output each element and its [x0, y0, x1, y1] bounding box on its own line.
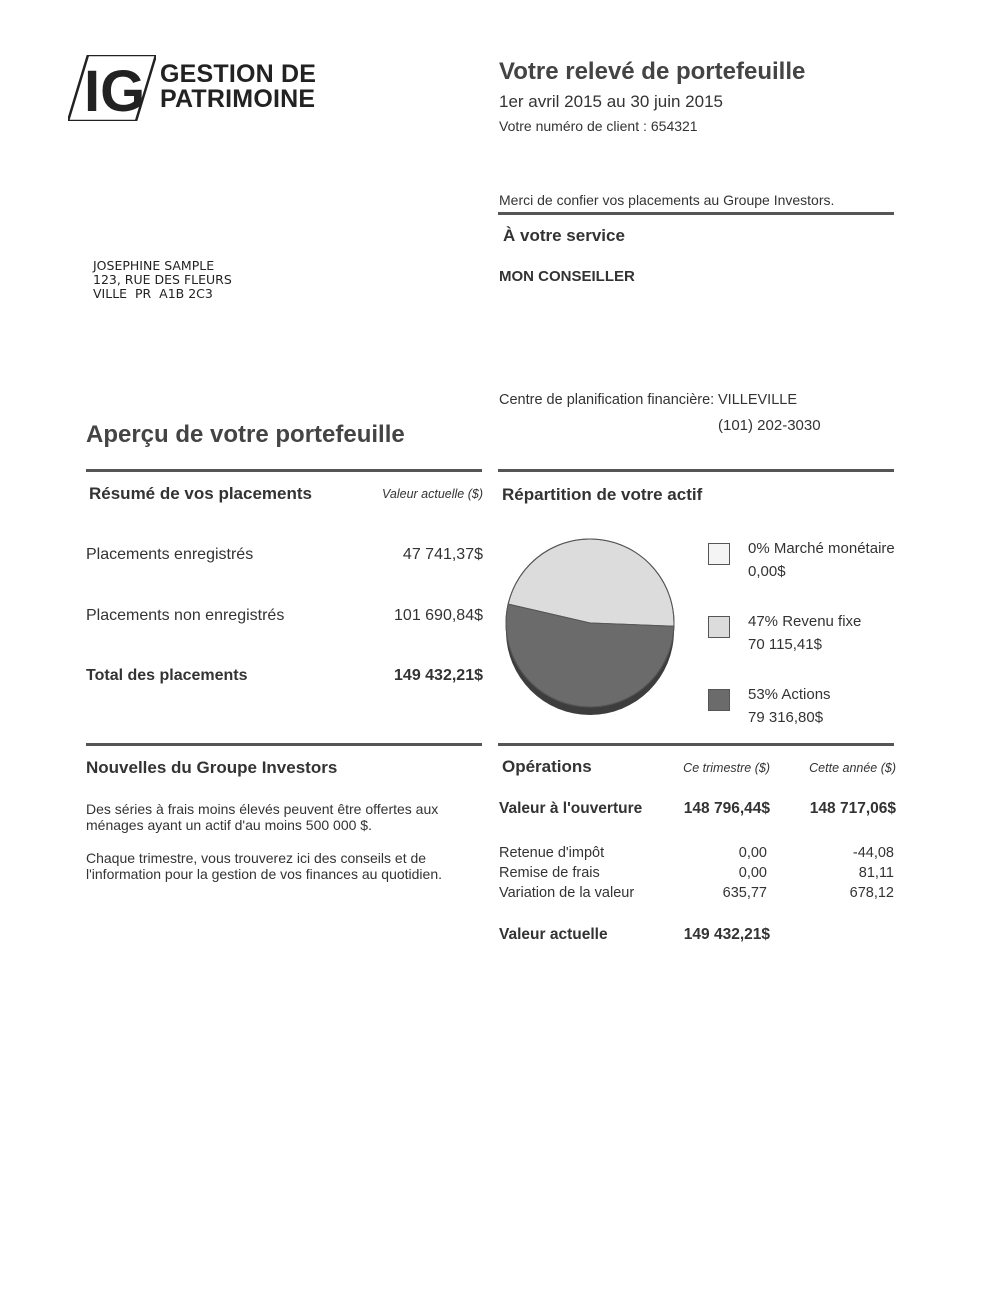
ig-logo [68, 55, 156, 121]
summary-row-label: Placements non enregistrés [86, 607, 285, 624]
address-city: VILLE PR A1B 2C3 [93, 286, 213, 301]
operation-row-quarter: 635,77 [722, 885, 767, 901]
operation-row-year: 81,11 [858, 865, 894, 881]
news-line: l'information pour la gestion de vos finances au quotidien. [86, 866, 443, 882]
allocation-pie-chart [500, 535, 680, 725]
current-value-quarter: 149 432,21$ [683, 926, 770, 943]
operation-row-label: Variation de la valeur [499, 885, 635, 901]
opening-value-label: Valeur à l'ouverture [499, 800, 643, 817]
legend-amount: 70 115,41$ [748, 636, 822, 653]
planning-center-label: Centre de planification financière: [499, 392, 715, 408]
logo-wordmark [160, 62, 316, 112]
overview-title: Aperçu de votre portefeuille [86, 421, 405, 448]
operations-col-quarter: Ce trimestre ($) [683, 761, 770, 775]
news-line: Des séries à frais moins élevés peuvent être offertes aux [86, 801, 439, 817]
client-number-label: Votre numéro de client : [499, 118, 647, 134]
operation-row-year: -44,08 [852, 845, 894, 861]
client-number-value: 654321 [650, 118, 698, 134]
legend-label: 0% Marché monétaire [748, 540, 895, 557]
legend-swatch-money-market [708, 543, 730, 565]
summary-total-value: 149 432,21$ [394, 667, 483, 684]
address-street: 123, RUE DES FLEURS [93, 272, 232, 287]
mailing-address [93, 259, 232, 301]
news-line: Chaque trimestre, vous trouverez ici des conseils et de [86, 850, 427, 866]
summary-total-label: Total des placements [86, 667, 248, 684]
statement-title: Votre relevé de portefeuille [499, 58, 806, 85]
news-paragraph [86, 850, 442, 882]
divider [498, 743, 894, 746]
operation-row-label: Retenue d'impôt [499, 845, 605, 861]
current-value-label: Valeur actuelle [499, 926, 608, 943]
planning-center-city: VILLEVILLE [718, 392, 797, 408]
summary-row-value: 101 690,84$ [394, 607, 483, 624]
logo-line-2: PATRIMOINE [160, 85, 316, 113]
allocation-title: Répartition de votre actif [502, 485, 703, 504]
news-paragraph [86, 801, 438, 833]
news-line: ménages ayant un actif d'au moins 500 000 $. [86, 817, 372, 833]
operations-title: Opérations [502, 757, 592, 776]
operation-row-quarter: 0,00 [738, 845, 767, 861]
logo-line-1: GESTION DE [160, 60, 317, 88]
divider [86, 469, 482, 472]
thanks-message: Merci de confier vos placements au Groupe Investors. [499, 192, 835, 208]
divider [86, 743, 482, 746]
legend-item-money-market [748, 537, 895, 583]
legend-item-equities [748, 683, 831, 729]
planning-center-phone: (101) 202-3030 [718, 417, 821, 434]
legend-item-fixed-income [748, 610, 861, 656]
summary-column-header: Valeur actuelle ($) [382, 487, 483, 501]
legend-swatch-fixed-income [708, 616, 730, 638]
summary-row-label: Placements enregistrés [86, 546, 254, 563]
divider [498, 469, 894, 472]
legend-label: 47% Revenu fixe [748, 613, 862, 630]
legend-swatch-equities [708, 689, 730, 711]
opening-value-quarter: 148 796,44$ [683, 800, 770, 817]
summary-row-value: 47 741,37$ [402, 546, 483, 563]
logo-monogram: IG [84, 59, 146, 121]
legend-amount: 79 316,80$ [748, 709, 824, 726]
legend-label: 53% Actions [748, 686, 831, 703]
legend-amount: 0,00$ [748, 563, 786, 580]
statement-period: 1er avril 2015 au 30 juin 2015 [499, 92, 723, 111]
address-name: JOSEPHINE SAMPLE [93, 258, 215, 273]
operations-col-year: Cette année ($) [809, 761, 896, 775]
summary-title: Résumé de vos placements [89, 484, 312, 503]
operation-row-year: 678,12 [849, 885, 894, 901]
advisor-label: MON CONSEILLER [499, 268, 635, 285]
operation-row-label: Remise de frais [499, 865, 600, 881]
client-number [499, 118, 698, 134]
news-title: Nouvelles du Groupe Investors [86, 758, 338, 777]
operation-row-quarter: 0,00 [738, 865, 767, 881]
opening-value-year: 148 717,06$ [809, 800, 896, 817]
service-title: À votre service [503, 226, 625, 245]
divider [498, 212, 894, 215]
